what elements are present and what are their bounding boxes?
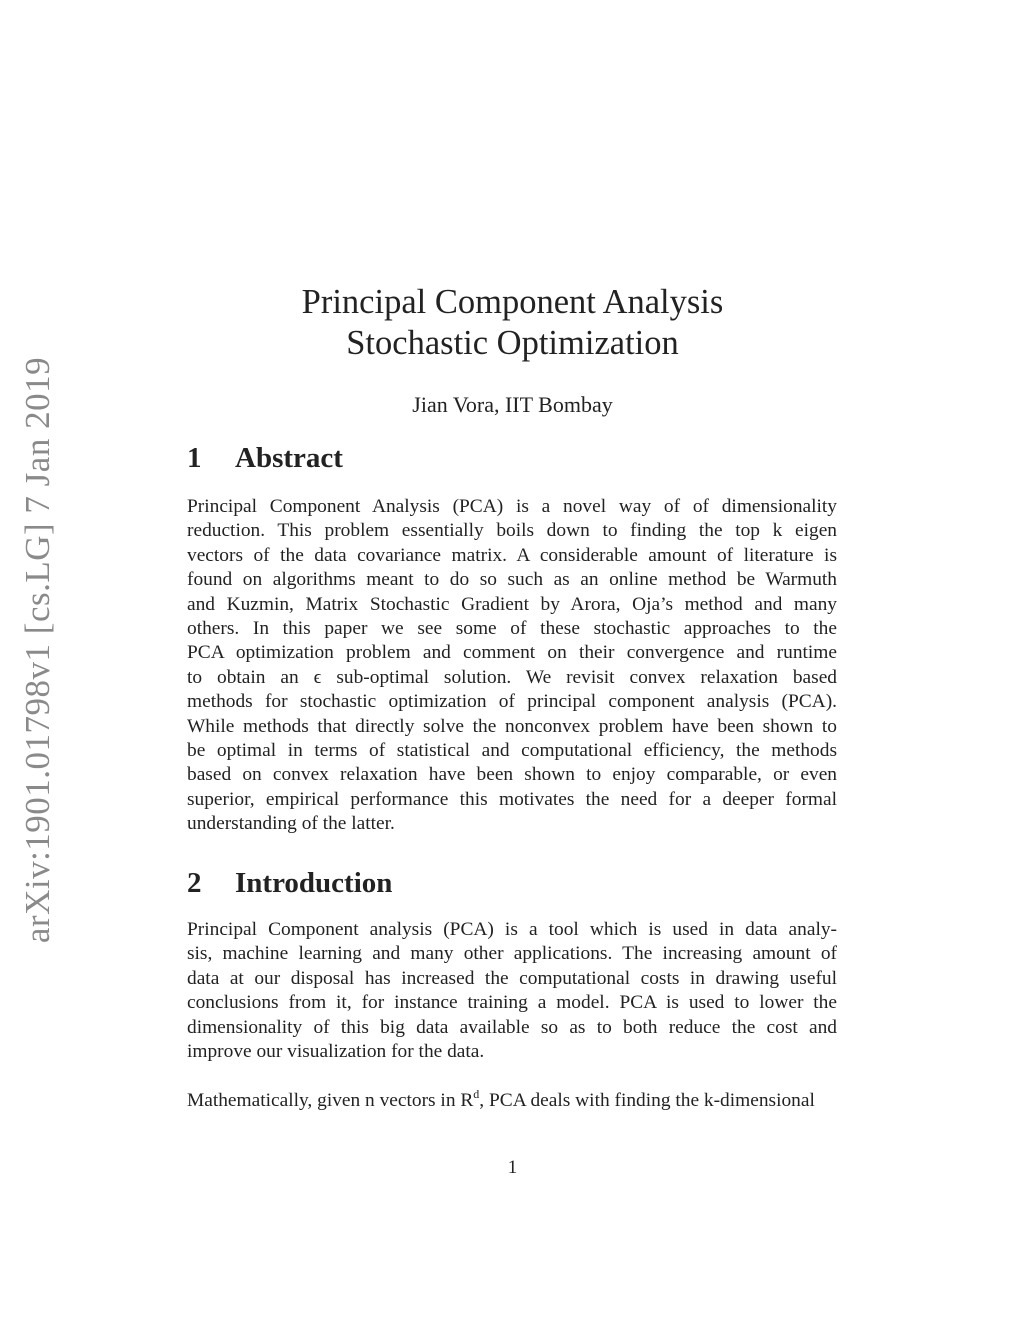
- section-heading-introduction: [187, 867, 392, 900]
- section-number: 2: [187, 867, 202, 899]
- text-line: be optimal in terms of statistical and computational efficiency, the methods: [187, 740, 837, 762]
- arxiv-sidebar-stamp: [8, 356, 68, 944]
- text-line: data at our disposal has increased the computational costs in drawing useful: [187, 967, 837, 989]
- abstract-paragraph: [187, 495, 837, 837]
- text-line: Principal Component analysis (PCA) is a tool which is used in data analy-: [187, 919, 837, 940]
- paper-title-line-1: Principal Component Analysis: [301, 283, 724, 321]
- text-line: found on algorithms meant to do so such as an online method be Warmuth: [187, 569, 837, 591]
- superscript-d: d: [473, 1087, 480, 1101]
- text-line: [187, 1089, 859, 1113]
- text-line: vectors of the data covariance matrix. A considerable amount of literature is: [187, 544, 837, 566]
- section-number: 1: [187, 442, 202, 474]
- section-title: Introduction: [235, 867, 393, 899]
- text-line: conclusions from it, for instance training a model. PCA is used to lower the: [187, 992, 837, 1014]
- introduction-paragraph: [187, 918, 837, 1064]
- author-affiliation: Jian Vora, IIT Bombay: [412, 392, 613, 417]
- text-line: understanding of the latter.: [187, 813, 395, 835]
- text-segment: , PCA deals with finding the k-dimensional: [479, 1090, 815, 1111]
- text-line: others. In this paper we see some of these stochastic approaches to the: [187, 618, 837, 640]
- section-title: Abstract: [235, 442, 343, 474]
- text-line: dimensionality of this big data available so as to both reduce the cost and: [187, 1016, 837, 1038]
- text-line: sis, machine learning and many other applications. The increasing amount of: [187, 943, 837, 965]
- page-number: 1: [507, 1157, 518, 1178]
- text-line: superior, empirical performance this motivates the need for a deeper formal: [187, 788, 837, 810]
- text-line: While methods that directly solve the nonconvex problem have been shown to: [187, 715, 837, 737]
- text-segment: Mathematically, given n vectors in R: [187, 1090, 474, 1111]
- text-line: to obtain an ϵ sub-optimal solution. We revisit convex relaxation based: [187, 666, 837, 688]
- introduction-paragraph-2: [187, 1089, 859, 1113]
- text-line: PCA optimization problem and comment on their convergence and runtime: [187, 642, 837, 664]
- paper-title-line-2: Stochastic Optimization: [346, 324, 679, 362]
- text-line: based on convex relaxation have been shown to enjoy comparable, or even: [187, 764, 837, 786]
- text-line: reduction. This problem essentially boils down to finding the top k eigen: [187, 520, 837, 542]
- text-line: Principal Component Analysis (PCA) is a novel way of of dimensionality: [187, 496, 837, 517]
- arxiv-identifier: arXiv:1901.01798v1 [cs.LG] 7 Jan 2019: [18, 356, 57, 944]
- text-line: and Kuzmin, Matrix Stochastic Gradient by Arora, Oja’s method and many: [187, 593, 837, 615]
- text-line: methods for stochastic optimization of principal component analysis (PCA).: [187, 691, 837, 713]
- text-line: improve our visualization for the data.: [187, 1041, 485, 1063]
- section-heading-abstract: [187, 442, 343, 475]
